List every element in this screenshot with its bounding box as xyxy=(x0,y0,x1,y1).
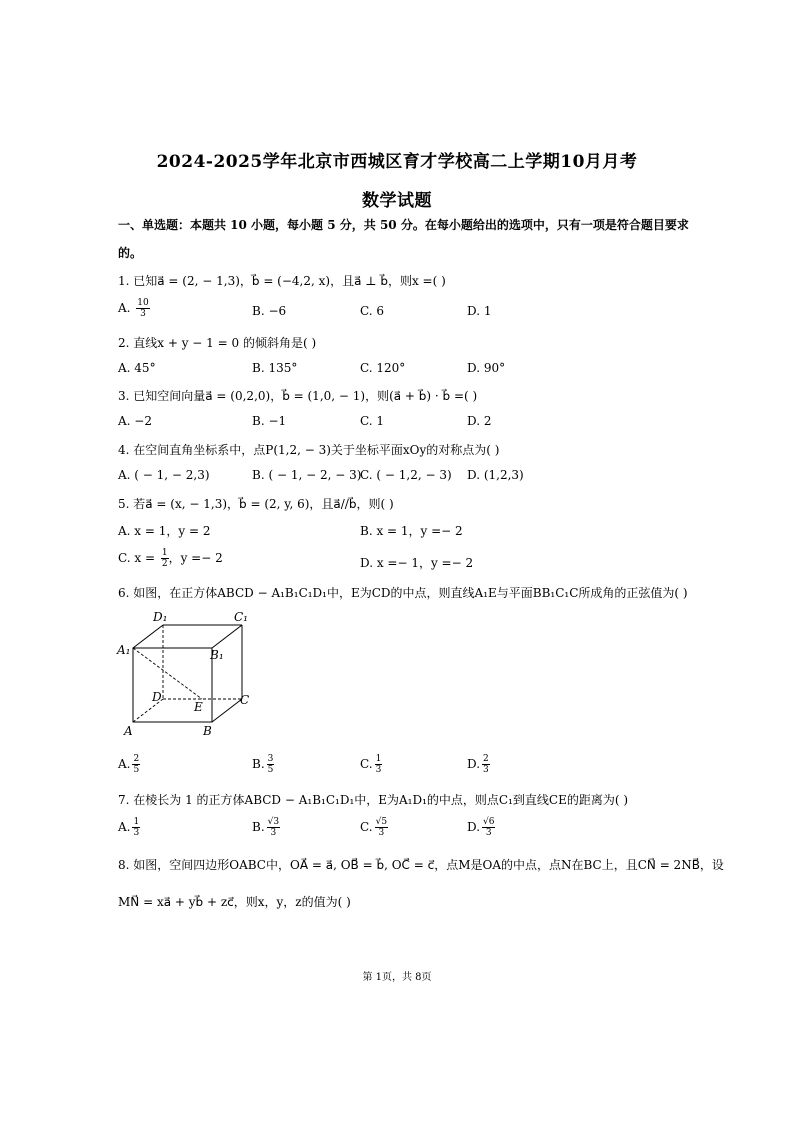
question-3-option-d: D. 2 xyxy=(467,414,492,428)
page-subtitle: 数学试题 xyxy=(362,191,432,211)
question-2-option-b: B. 135° xyxy=(252,361,298,375)
label-e: E xyxy=(194,700,203,714)
question-4-stem: 4. 在空间直角坐标系中，点P(1,2, − 3)关于坐标平面xOy的对称点为( ) xyxy=(118,443,500,457)
question-1-option-d: D. 1 xyxy=(467,304,492,318)
label-a: A xyxy=(124,724,133,738)
question-1-option-b: B. −6 xyxy=(252,304,287,318)
fraction: $\frac{1}{3}$ xyxy=(133,817,140,838)
question-5-stem: 5. 若a⃗ = (x, − 1,3)，b⃗ = (2, y, 6)，且a⃗//b⃗，则( ) xyxy=(118,497,394,511)
question-6-option-c: C. $\frac{1}{3}$ xyxy=(360,754,382,775)
question-1-stem: 1. 已知a⃗ = (2, − 1,3)，b⃗ = (−4,2, x)，且a⃗ ⊥ b⃗，则x =( ) xyxy=(118,274,446,288)
question-7-option-d: D. $\frac{√6}{3}$ xyxy=(467,817,495,838)
fraction: $\frac{1}{2}$ xyxy=(161,548,168,569)
question-6-option-d: D. $\frac{2}{3}$ xyxy=(467,754,489,775)
question-6-stem: 6. 如图，在正方体ABCD − A₁B₁C₁D₁中，E为CD的中点，则直线A₁E与平面BB₁C₁C所成角的正弦值为( ) xyxy=(118,586,688,600)
label-b1: B₁ xyxy=(210,648,224,662)
question-7-option-a: A. $\frac{1}{3}$ xyxy=(118,817,140,838)
question-3-option-c: C. 1 xyxy=(360,414,385,428)
question-6-option-a: A. $\frac{2}{5}$ xyxy=(118,754,140,775)
label-d: D xyxy=(152,690,162,704)
label-b: B xyxy=(203,724,212,738)
question-2-option-d: D. 90° xyxy=(467,361,506,375)
question-3-option-b: B. −1 xyxy=(252,414,287,428)
question-2-option-c: C. 120° xyxy=(360,361,406,375)
question-1-option-c: C. 6 xyxy=(360,304,385,318)
question-8-stem-cont: MN⃗ = xa⃗ + yb⃗ + zc⃗，则x，y，z的值为( ) xyxy=(118,895,351,909)
question-7-option-c: C. $\frac{√5}{3}$ xyxy=(360,817,388,838)
question-8-stem: 8. 如图，空间四边形OABC中，OA⃗ = a⃗, OB⃗ = b⃗, OC⃗ = c⃗，点M是OA的中点，点N在BC上，且CN⃗ = 2NB⃗，设 xyxy=(118,858,724,872)
question-4-option-b: B. ( − 1, − 2, − 3) xyxy=(252,468,362,482)
edge-bc xyxy=(212,699,242,722)
fraction: $\frac{10}{3}$ xyxy=(137,298,149,319)
question-7-stem: 7. 在棱长为 1 的正方体ABCD − A₁B₁C₁D₁中，E为A₁D₁的中点，则点C₁到直线CE的距离为( ) xyxy=(118,793,629,807)
question-3-stem: 3. 已知空间向量a⃗ = (0,2,0)，b⃗ = (1,0, − 1)，则(a⃗ + b⃗) · b⃗ =( ) xyxy=(118,389,478,403)
fraction: $\frac{3}{5}$ xyxy=(267,754,274,775)
edge-a1d1 xyxy=(133,625,163,648)
section-instructions: 一、单选题：本题共 10 小题，每小题 5 分，共 50 分。在每小题给出的选项中，只有一项是符合题目要求 xyxy=(118,218,689,232)
question-5-option-a: A. x = 1，y = 2 xyxy=(118,524,211,538)
fraction: $\frac{√6}{3}$ xyxy=(483,817,495,838)
segment-a1e-hidden xyxy=(133,648,202,699)
question-1-option-a: A. $\frac{10}{3}$ xyxy=(118,298,149,319)
question-2-stem: 2. 直线x + y − 1 = 0 的倾斜角是( ) xyxy=(118,336,317,350)
question-3-option-a: A. −2 xyxy=(118,414,152,428)
label-a1: A₁ xyxy=(117,643,131,657)
fraction: $\frac{2}{5}$ xyxy=(133,754,140,775)
question-4-option-d: D. (1,2,3) xyxy=(467,468,524,482)
question-7-option-b: B. $\frac{√3}{3}$ xyxy=(252,817,280,838)
question-5-option-c: C. x = $\frac{1}{2}$ ，y =− 2 xyxy=(118,548,223,569)
label-c1: C₁ xyxy=(234,610,248,624)
question-5-option-d: D. x =− 1，y =− 2 xyxy=(360,556,474,570)
fraction: $\frac{√5}{3}$ xyxy=(375,817,388,838)
fraction: $\frac{2}{3}$ xyxy=(483,754,489,775)
fraction: $\frac{1}{3}$ xyxy=(375,754,382,775)
label-d1: D₁ xyxy=(153,610,168,624)
page-title: 2024-2025学年北京市西城区育才学校高二上学期10月月考 xyxy=(156,152,638,172)
question-6-option-b: B. $\frac{3}{5}$ xyxy=(252,754,274,775)
question-4-option-c: C. ( − 1,2, − 3) xyxy=(360,468,452,482)
question-2-option-a: A. 45° xyxy=(118,361,156,375)
label-c: C xyxy=(240,693,250,707)
page-footer: 第 1页，共 8页 xyxy=(362,972,432,983)
question-5-option-b: B. x = 1，y =− 2 xyxy=(360,524,463,538)
section-instructions-cont: 的。 xyxy=(118,246,143,260)
fraction: $\frac{√3}{3}$ xyxy=(267,817,280,838)
question-4-option-a: A. ( − 1, − 2,3) xyxy=(118,468,210,482)
cube-figure xyxy=(113,604,258,740)
edge-b1c1 xyxy=(212,625,242,648)
